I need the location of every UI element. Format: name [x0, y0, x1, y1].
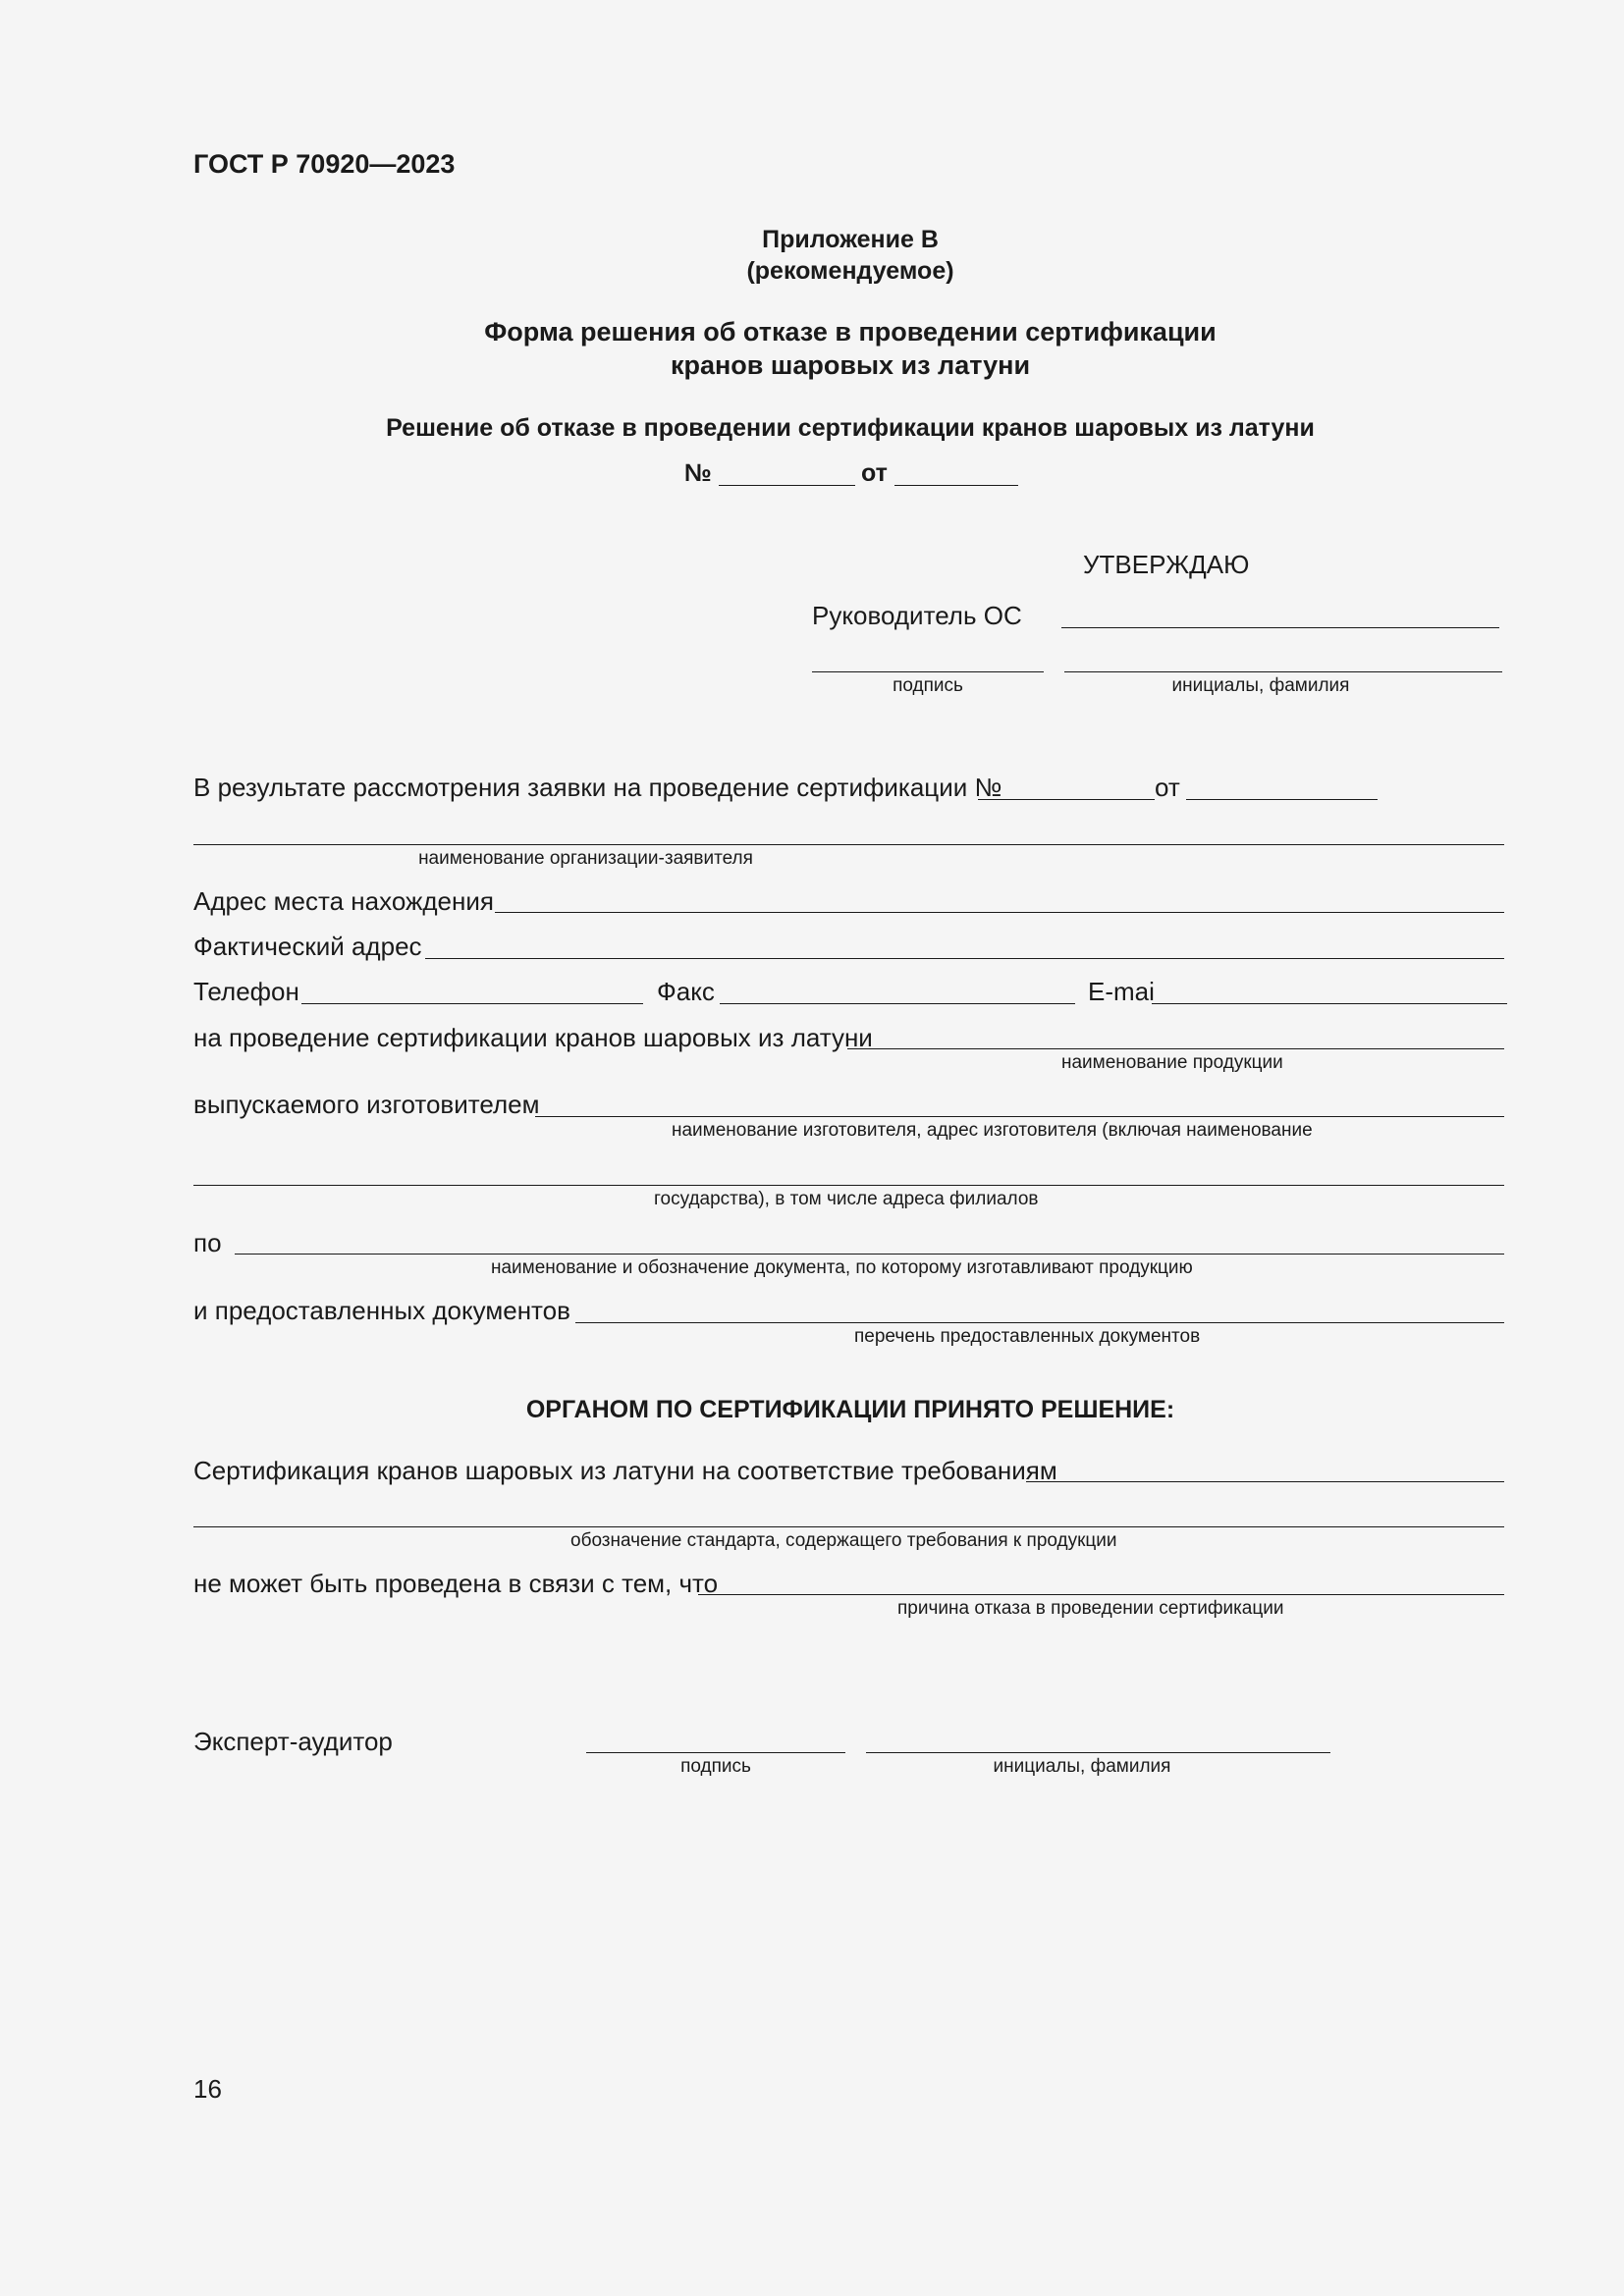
manufacturer-field[interactable] [535, 1116, 1504, 1117]
application-number-field[interactable] [978, 799, 1155, 800]
by-document-caption: наименование и обозначение документа, по которому изготавливают продукцию [491, 1257, 1193, 1278]
address-label: Адрес места нахождения [193, 886, 494, 916]
decision-date-field[interactable] [894, 485, 1018, 486]
by-document-label: по [193, 1228, 222, 1257]
approve-signature-field[interactable] [812, 671, 1044, 672]
email-field[interactable] [1152, 1003, 1507, 1004]
manufacturer-field-2[interactable] [193, 1185, 1504, 1186]
fax-label: Факс [657, 977, 715, 1006]
page-number: 16 [193, 2074, 222, 2104]
by-document-field[interactable] [235, 1254, 1504, 1255]
certification-label: на проведение сертификации кранов шаровых из латуни [193, 1023, 873, 1052]
manufacturer-caption: наименование изготовителя, адрес изготовителя (включая наименование [672, 1120, 1313, 1141]
approve-name-caption: инициалы, фамилия [1171, 675, 1350, 696]
email-label: E-mai [1088, 977, 1155, 1006]
expert-name-caption: инициалы, фамилия [993, 1756, 1171, 1777]
org-name-caption: наименование организации-заявителя [418, 848, 753, 869]
product-name-caption: наименование продукции [1061, 1052, 1283, 1073]
expert-signature-field[interactable] [586, 1752, 845, 1753]
manufacturer-caption-2: государства), в том числе адреса филиалов [654, 1189, 1039, 1209]
decision-title: Решение об отказе в проведении сертификации кранов шаровых из латуни [386, 414, 1315, 442]
approve-role: Руководитель ОС [812, 601, 1022, 630]
decision-date-label: от [861, 459, 888, 487]
manufacturer-label: выпускаемого изготовителем [193, 1090, 540, 1119]
application-label: В результате рассмотрения заявки на проведение сертификации № [193, 773, 1002, 802]
cannot-be-conducted-label: не может быть проведена в связи с тем, что [193, 1569, 719, 1598]
provided-documents-field[interactable] [575, 1322, 1504, 1323]
decision-number-field[interactable] [719, 485, 855, 486]
standard-designation: ГОСТ Р 70920—2023 [193, 149, 456, 179]
expert-signature-caption: подпись [680, 1756, 751, 1777]
annex-status: (рекомендуемое) [746, 257, 954, 285]
certification-requirements-label: Сертификация кранов шаровых из латуни на соответствие требованиям [193, 1456, 1057, 1485]
approve-name-field[interactable] [1064, 671, 1502, 672]
standard-designation-field[interactable] [193, 1526, 1504, 1527]
phone-field[interactable] [301, 1003, 643, 1004]
form-title-line2: кранов шаровых из латуни [670, 350, 1031, 380]
actual-address-label: Фактический адрес [193, 932, 422, 961]
refusal-reason-caption: причина отказа в проведении сертификации [897, 1598, 1284, 1619]
approve-signature-caption: подпись [893, 675, 963, 696]
refusal-reason-field[interactable] [698, 1594, 1504, 1595]
form-title-line1: Форма решения об отказе в проведении сертификации [484, 317, 1217, 347]
application-from-label: от [1155, 773, 1180, 802]
decision-heading: ОРГАНОМ ПО СЕРТИФИКАЦИИ ПРИНЯТО РЕШЕНИЕ: [525, 1396, 1175, 1423]
application-date-field[interactable] [1186, 799, 1378, 800]
actual-address-field[interactable] [425, 958, 1504, 959]
decision-number-label: № [684, 459, 712, 487]
annex-title: Приложение В [762, 226, 939, 253]
org-name-field[interactable] [193, 844, 1504, 845]
standard-designation-caption: обозначение стандарта, содержащего требования к продукции [570, 1530, 1117, 1551]
address-field[interactable] [495, 912, 1504, 913]
fax-field[interactable] [720, 1003, 1075, 1004]
approve-label: УТВЕРЖДАЮ [1083, 550, 1250, 579]
phone-label: Телефон [193, 977, 299, 1006]
provided-documents-caption: перечень предоставленных документов [854, 1326, 1201, 1347]
provided-documents-label: и предоставленных документов [193, 1296, 570, 1325]
expert-auditor-label: Эксперт-аудитор [193, 1727, 393, 1756]
product-name-field[interactable] [847, 1048, 1504, 1049]
expert-name-field[interactable] [866, 1752, 1330, 1753]
approve-role-field[interactable] [1061, 627, 1499, 628]
certification-requirements-field[interactable] [1026, 1481, 1504, 1482]
